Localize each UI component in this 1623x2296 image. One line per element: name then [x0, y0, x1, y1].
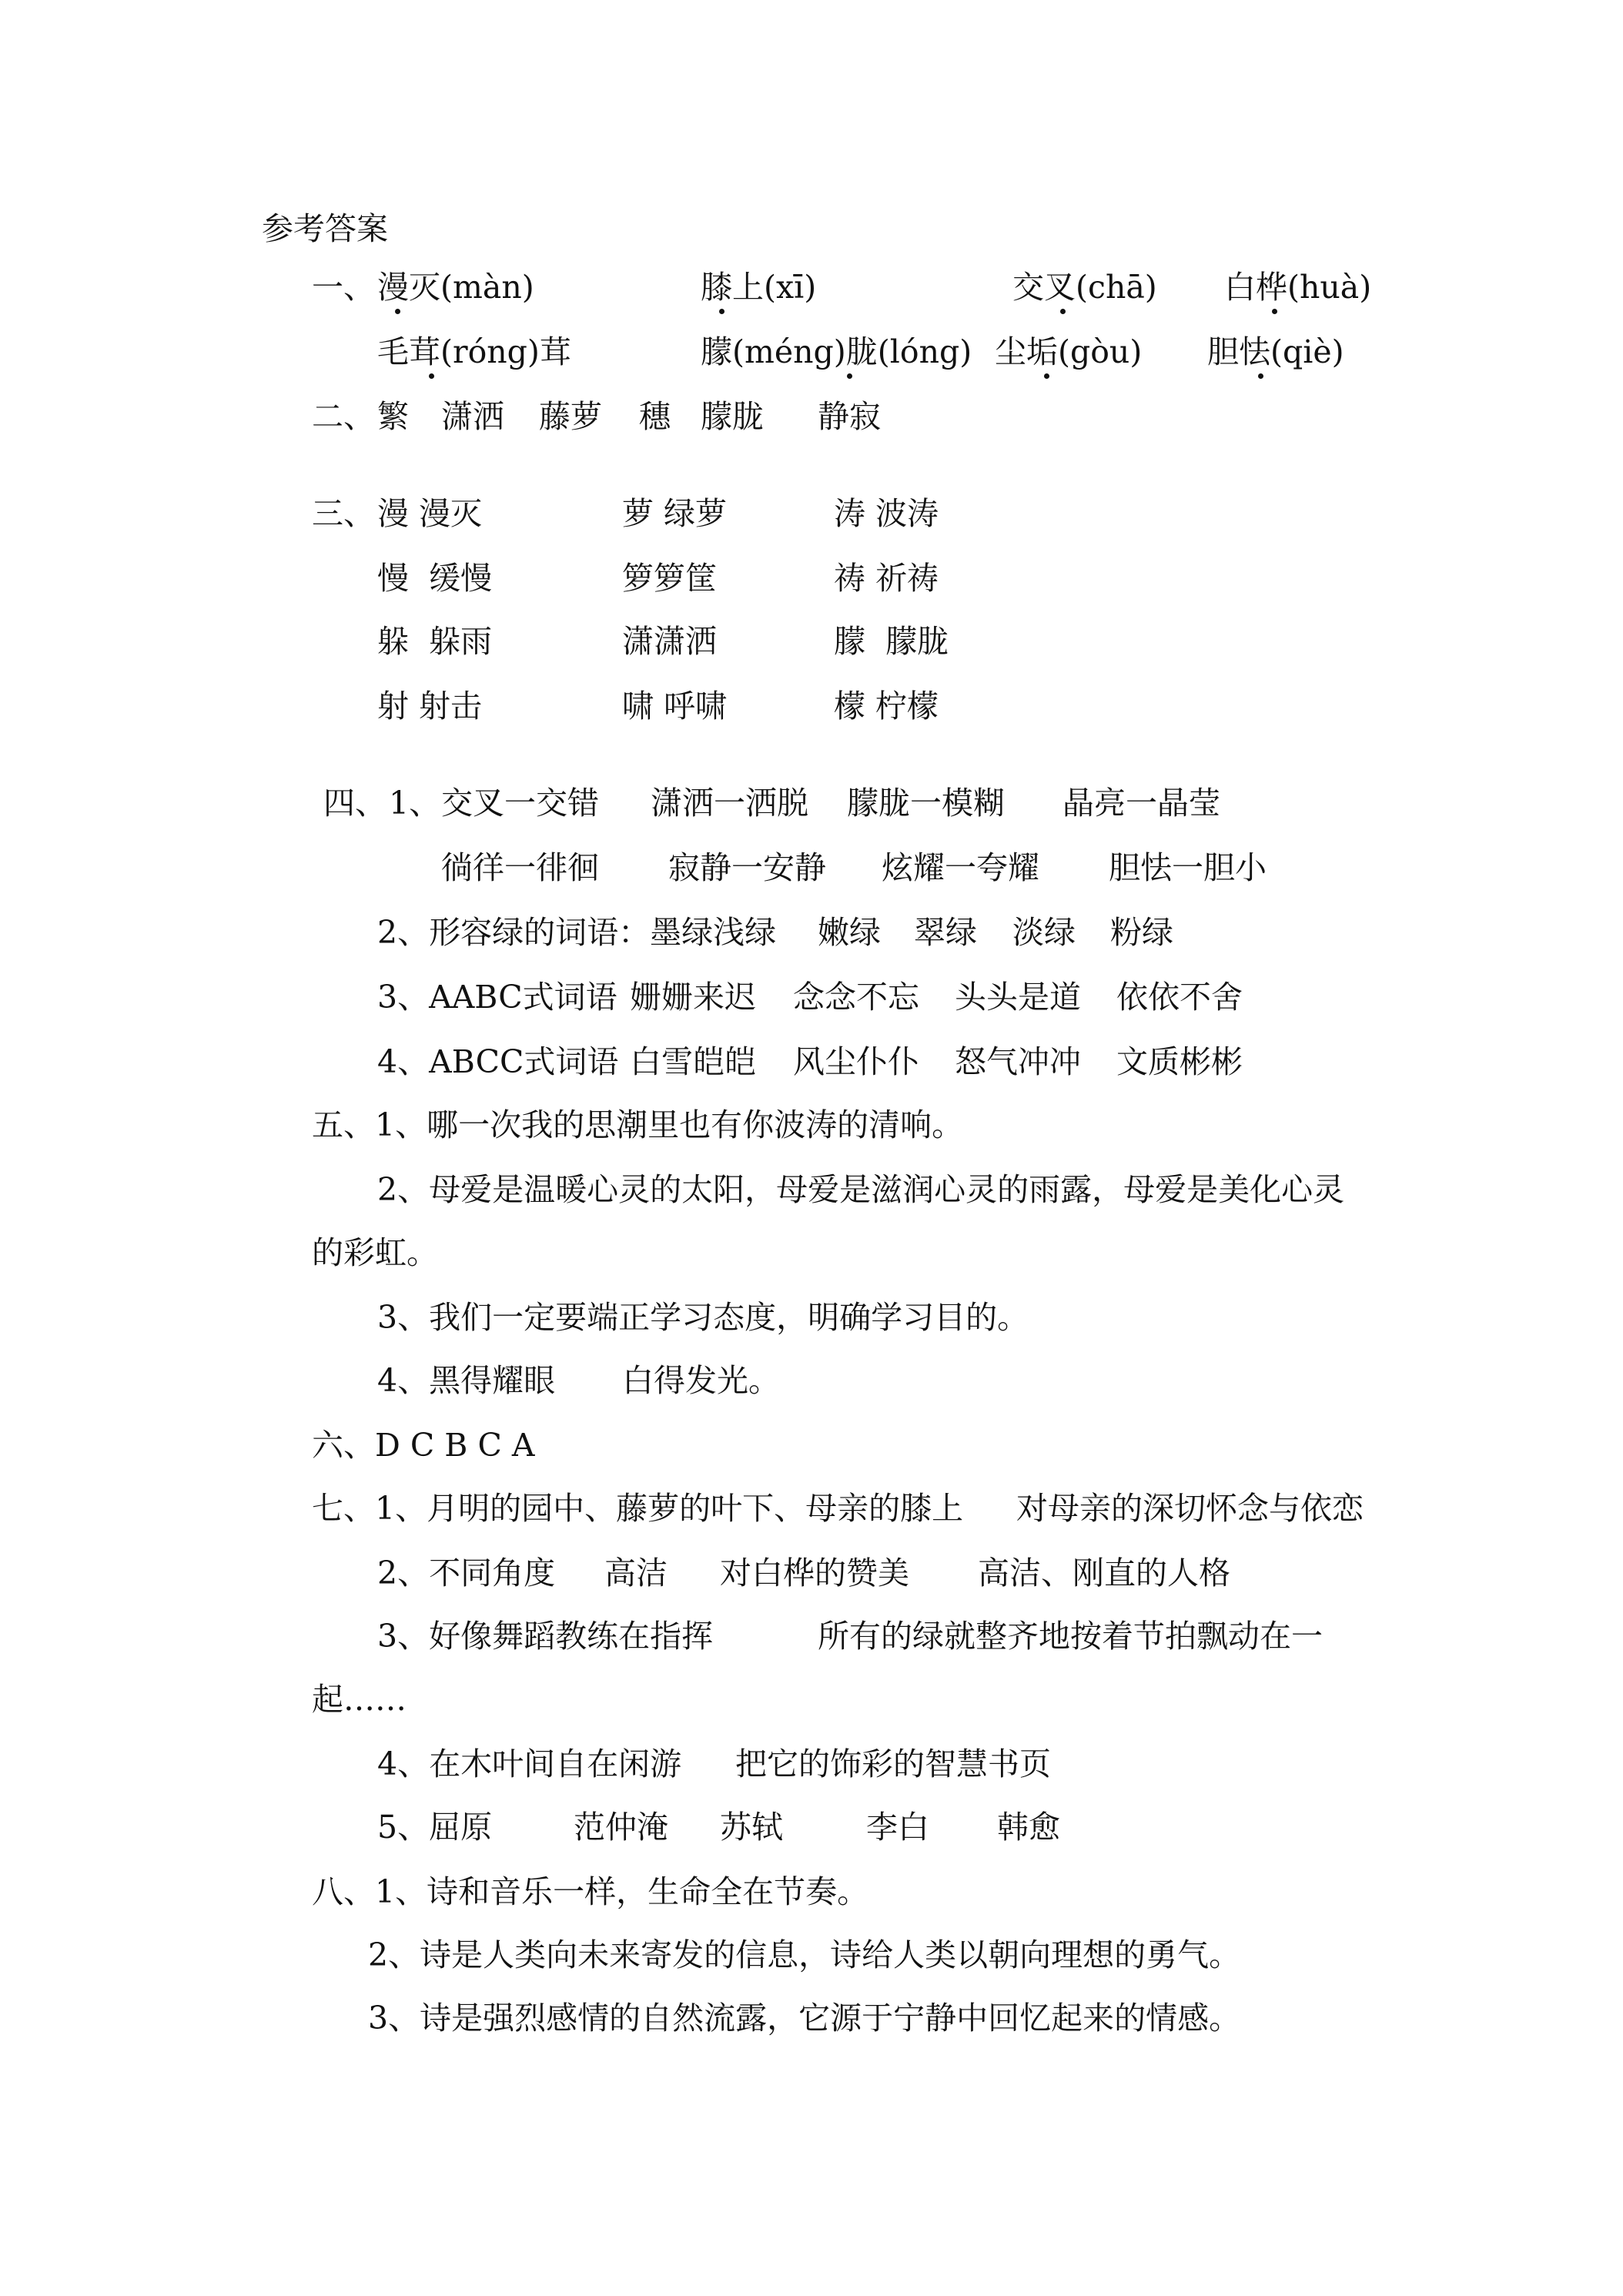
section-2-label: 二、: [312, 398, 375, 435]
answer-line: 2、形容绿的词语：墨绿浅绿: [377, 914, 777, 951]
answer-word: 潇洒: [441, 398, 504, 435]
answer-line: 3、好像舞蹈教练在指挥: [377, 1618, 714, 1655]
answer-item: 朦(méng)胧(lóng): [701, 333, 972, 370]
page-title: 参考答案: [262, 210, 388, 247]
answer-word: 嫩绿: [818, 914, 881, 951]
answer-cell: 潇潇洒: [622, 623, 717, 660]
answer-item: 膝上(xī): [701, 269, 817, 306]
answer-line: 五、1、哪一次我的思潮里也有你波涛的清响。: [312, 1106, 964, 1143]
section-3-label: 三、: [312, 495, 375, 532]
emphasis-dot: [1258, 373, 1263, 379]
emphasis-dot: [1060, 309, 1066, 314]
emphasis-dot: [395, 309, 400, 314]
answer-line: 2、诗是人类向未来寄发的信息，诗给人类以朝向理想的勇气。: [368, 1936, 1241, 1973]
answer-line: 2、不同角度: [377, 1555, 556, 1591]
answer-line: 4、黑得耀眼: [377, 1362, 556, 1399]
answer-item: 尘垢(gòu): [995, 333, 1143, 370]
answer-line: 3、诗是强烈感情的自然流露，它源于宁静中回忆起来的情感。: [368, 2000, 1241, 2037]
answer-word: 怒气冲冲: [955, 1043, 1081, 1080]
answer-line: 所有的绿就整齐地按着节拍飘动在一: [818, 1618, 1323, 1655]
answer-cell: 萝 绿萝: [622, 495, 728, 532]
answer-line: 八、1、诗和音乐一样，生命全在节奏。: [312, 1873, 869, 1910]
question-number: 1、: [389, 785, 441, 822]
answer-word: 朦胧: [701, 398, 764, 435]
answer-line: 对母亲的深切怀念与依恋: [1016, 1490, 1364, 1527]
answer-pair: 炫耀一夸耀: [882, 849, 1039, 886]
emphasis-dot: [1044, 373, 1049, 379]
answer-pair: 徜徉一徘徊: [441, 849, 599, 886]
section-4-label: 四、: [323, 785, 387, 822]
answer-line: 3、我们一定要端正学习态度，明确学习目的。: [377, 1299, 1029, 1336]
answer-cell: 慢 缓慢: [377, 560, 493, 597]
answer-line: 3、AABC式词语: [377, 979, 617, 1016]
answer-word: 粉绿: [1110, 914, 1173, 951]
answer-cell: 祷 祈祷: [834, 560, 939, 597]
answer-pair: 胆怯一胆小: [1109, 849, 1267, 886]
answer-item: 白桦(huà): [1224, 269, 1372, 306]
answer-word: 繁: [377, 398, 409, 435]
answer-pair: 潇洒一洒脱: [651, 785, 808, 822]
answer-cell: 涛 波涛: [834, 495, 939, 532]
answer-word: 念念不忘: [793, 979, 919, 1016]
answer-pair: 交叉一交错: [441, 785, 599, 822]
answer-cell: 朦 朦胧: [834, 623, 949, 660]
answer-line: 把它的饰彩的智慧书页: [735, 1745, 1051, 1782]
answer-line: 起……: [312, 1681, 407, 1718]
answer-word: 韩愈: [997, 1809, 1060, 1846]
answer-cell: 射 射击: [377, 688, 483, 725]
answer-word: 白雪皑皑: [630, 1043, 756, 1080]
section-1-label: 一、: [312, 269, 375, 306]
answer-word: 藤萝: [539, 398, 602, 435]
answer-line: 七、1、月明的园中、藤萝的叶下、母亲的膝上: [312, 1490, 964, 1527]
emphasis-dot: [719, 309, 724, 314]
emphasis-dot: [1272, 309, 1277, 314]
answer-item: 胆怯(qiè): [1207, 333, 1344, 370]
answer-pair: 寂静一安静: [668, 849, 826, 886]
answer-line: 4、ABCC式词语: [377, 1043, 619, 1080]
answer-word: 苏轼: [720, 1809, 783, 1846]
answer-word: 高洁: [604, 1555, 668, 1591]
answer-word: 李白: [866, 1809, 929, 1846]
answer-cell: 啸 呼啸: [622, 688, 728, 725]
answer-pair: 晶亮一晶莹: [1062, 785, 1220, 822]
emphasis-dot: [429, 373, 434, 379]
answer-word: 文质彬彬: [1116, 1043, 1243, 1080]
answer-line: 5、屈原: [377, 1809, 493, 1846]
answer-word: 穗: [639, 398, 671, 435]
answer-item: 交叉(chā): [1012, 269, 1157, 306]
answer-line: 4、在木叶间自在闲游: [377, 1745, 682, 1782]
answer-item: 漫灭(màn): [377, 269, 534, 306]
answer-pair: 朦胧一模糊: [847, 785, 1005, 822]
answer-line: 的彩虹。: [312, 1234, 438, 1271]
answer-word: 淡绿: [1012, 914, 1076, 951]
answer-word: 头头是道: [955, 979, 1081, 1016]
answer-cell: 箩箩筐: [622, 560, 717, 597]
answer-word: 依依不舍: [1116, 979, 1243, 1016]
answer-line: 对白桦的赞美: [720, 1555, 909, 1591]
answer-line: 2、母爱是温暖心灵的太阳，母爱是滋润心灵的雨露，母爱是美化心灵: [377, 1171, 1345, 1208]
emphasis-dot: [847, 373, 852, 379]
answer-line: 六、D C B C A: [312, 1427, 535, 1464]
answer-line: 白得发光。: [622, 1362, 780, 1399]
answer-word: 翠绿: [914, 914, 977, 951]
answer-cell: 檬 柠檬: [834, 688, 939, 725]
answer-word: 范仲淹: [574, 1809, 668, 1846]
answer-cell: 漫 漫灭: [377, 495, 483, 532]
answer-word: 姗姗来迟: [630, 979, 756, 1016]
answer-word: 静寂: [818, 398, 881, 435]
answer-word: 风尘仆仆: [793, 1043, 919, 1080]
answer-line: 高洁、刚直的人格: [978, 1555, 1230, 1591]
answer-cell: 躲 躲雨: [377, 623, 493, 660]
answer-item: 毛茸(róng)茸: [377, 333, 571, 370]
